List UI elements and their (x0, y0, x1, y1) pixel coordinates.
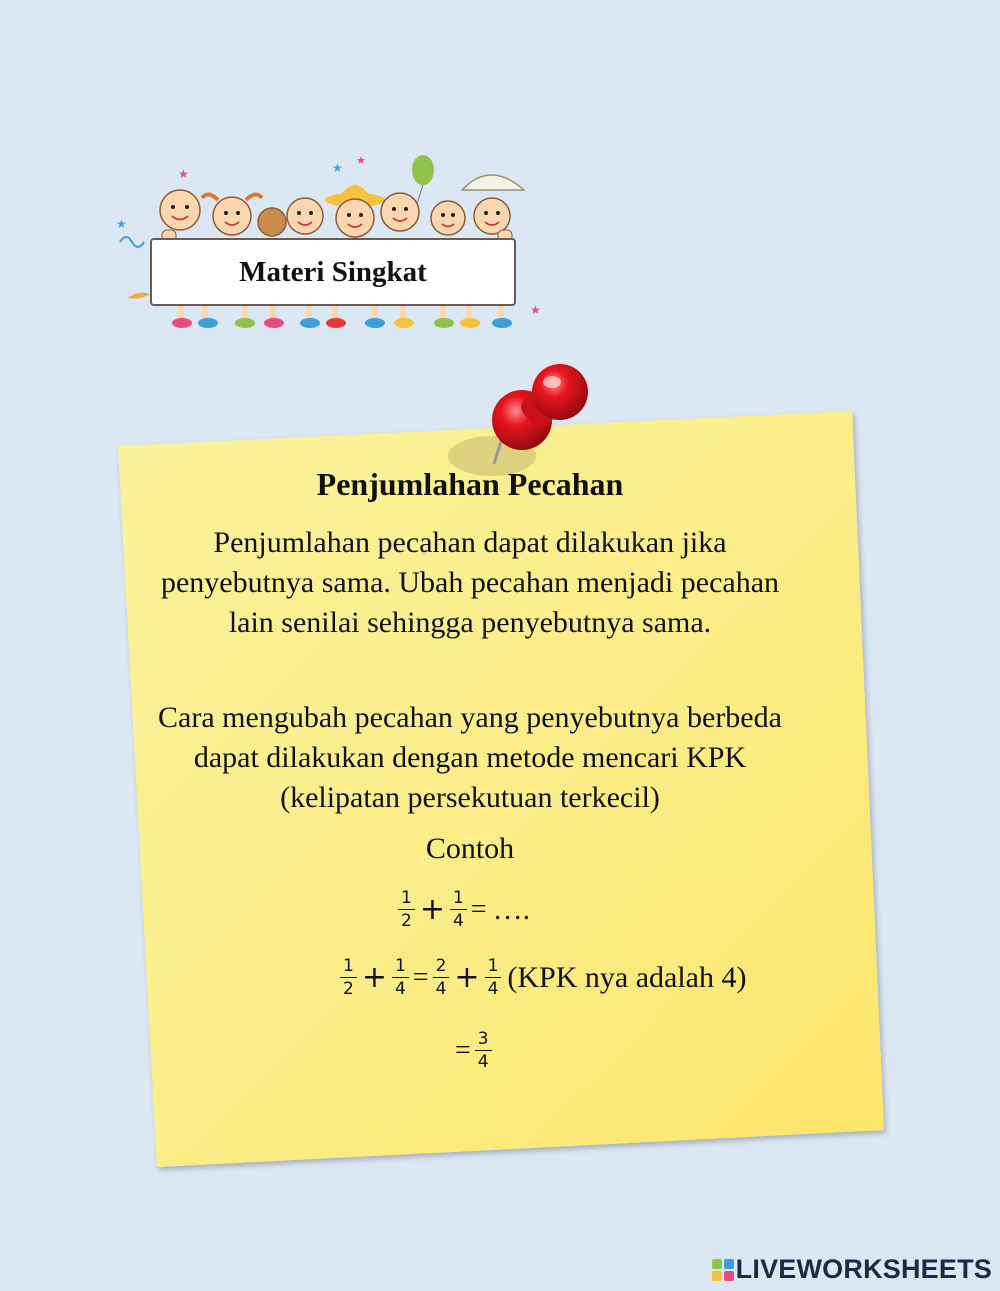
svg-text:★: ★ (530, 303, 541, 317)
example-label: Contoh (425, 832, 515, 865)
paragraph-method: Cara mengubah pecahan yang penyebutnya berbeda dapat dilakukan dengan metode mencari KPK (kelipatan persekutuan terkecil) (158, 701, 782, 814)
denominator: 2 (401, 911, 412, 931)
fraction (475, 1029, 492, 1072)
blank-result: …. (492, 892, 531, 926)
denominator: 4 (487, 979, 499, 999)
fraction (392, 956, 409, 999)
fraction (398, 888, 415, 931)
fraction (485, 956, 502, 999)
example-equation-1 (396, 888, 530, 931)
push-pin-icon (470, 352, 600, 472)
numerator: 1 (340, 956, 357, 978)
svg-text:★: ★ (178, 167, 189, 181)
plus-sign: + (361, 960, 387, 995)
numerator: 3 (475, 1029, 492, 1051)
svg-text:★: ★ (356, 154, 366, 167)
svg-text:★: ★ (116, 217, 127, 231)
plus-sign: + (454, 960, 480, 995)
fraction (433, 956, 450, 999)
example-result (453, 1029, 494, 1072)
numerator: 1 (450, 888, 467, 910)
denominator: 4 (452, 911, 464, 931)
denominator: 4 (477, 1052, 489, 1072)
example-equation-2 (338, 956, 746, 999)
denominator: 2 (343, 979, 354, 999)
liveworksheets-logo-icon (712, 1259, 734, 1281)
logo-text: LIVEWORKSHEETS (735, 1254, 992, 1284)
numerator: 1 (392, 956, 409, 978)
fraction (450, 888, 467, 931)
liveworksheets-logo (712, 1254, 992, 1285)
banner-title: Materi Singkat (239, 255, 427, 288)
equals-sign: = (455, 1034, 471, 1066)
numerator: 1 (398, 888, 415, 910)
fraction (340, 956, 357, 999)
equals-sign: = (470, 893, 487, 925)
note-title: Penjumlahan Pecahan (316, 466, 624, 502)
denominator: 4 (435, 979, 447, 999)
equals-sign: = (412, 961, 429, 993)
denominator: 4 (394, 979, 406, 999)
kpk-note: (KPK nya adalah 4) (507, 960, 747, 994)
numerator: 1 (485, 956, 502, 978)
svg-text:★: ★ (332, 161, 343, 175)
paragraph-definition: Penjumlahan pecahan dapat dilakukan jika penyebutnya sama. Ubah pecahan menjadi pecahan lain senilai sehingga penyebutnya sama. (160, 526, 780, 639)
numerator: 2 (433, 956, 450, 978)
plus-sign: + (419, 892, 445, 927)
